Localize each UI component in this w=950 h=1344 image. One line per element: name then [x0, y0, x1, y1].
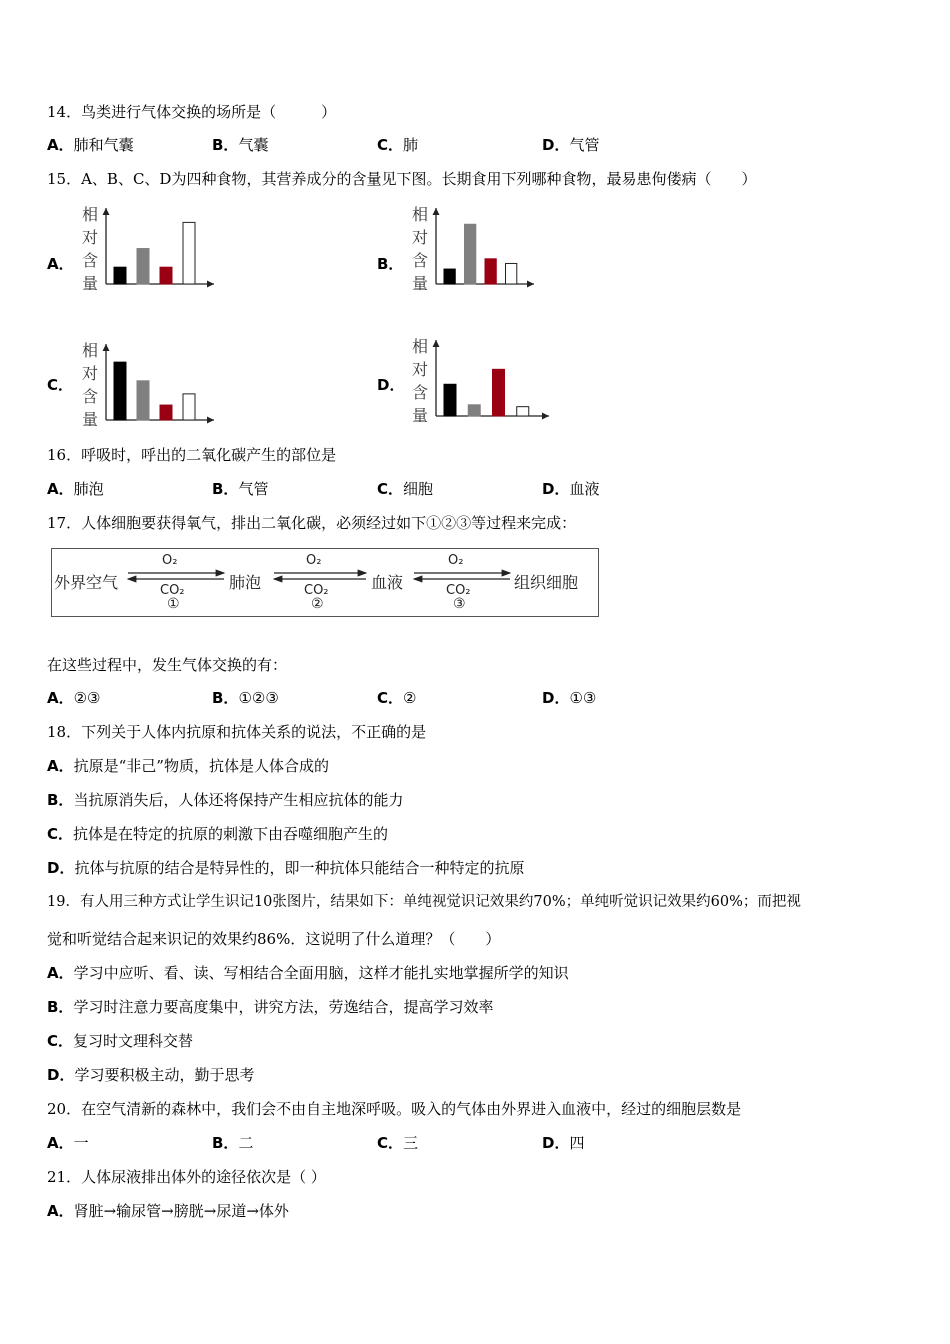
bar	[444, 384, 456, 416]
option-a[interactable]: A．肺泡	[47, 480, 104, 498]
bar	[485, 259, 496, 284]
option-d[interactable]: D．四	[542, 1134, 585, 1152]
question-19-stem-line-2: 觉和听觉结合起来识记的效果约86%．这说明了什么道理？（ ）	[47, 930, 501, 948]
bar	[183, 394, 195, 420]
axis-label-char: 含	[82, 387, 99, 406]
question-15-stem: 15．A、B、C、D为四种食物，其营养成分的含量见下图。长期食用下列哪种食物，最易患佝偻病（ ）	[47, 170, 757, 188]
chart-b	[408, 200, 538, 300]
question-21-stem: 21．人体尿液排出体外的途径依次是（ ）	[47, 1168, 326, 1186]
node-alveoli: 肺泡	[229, 573, 262, 592]
chart-c-label[interactable]: C．	[47, 376, 74, 394]
node-outside-air: 外界空气	[54, 573, 119, 592]
bar	[468, 405, 480, 416]
chart-b-label[interactable]: B．	[377, 255, 404, 273]
bar	[517, 407, 529, 416]
node-tissue-cells: 组织细胞	[514, 573, 579, 592]
bar	[137, 381, 149, 420]
axis-label-char: 相	[412, 337, 429, 356]
chart-d-label[interactable]: D．	[377, 376, 405, 394]
y-axis-arrowhead	[103, 344, 110, 351]
axis-label-char: 量	[82, 410, 99, 429]
axis-label-char: 量	[412, 406, 429, 425]
axis-label-char: 含	[412, 383, 429, 402]
option-d[interactable]: D．抗体与抗原的结合是特异性的，即一种抗体只能结合一种特定的抗原	[47, 859, 525, 877]
option-b[interactable]: B．气囊	[212, 136, 269, 154]
question-19-stem-line-1: 19．有人用三种方式让学生识记10张图片，结果如下：单纯视觉识记效果约70%；单纯听觉识记效果约60%；而把视	[47, 894, 801, 910]
axis-label-char: 相	[82, 341, 99, 360]
o2-label-1: O₂	[162, 553, 178, 568]
bar	[493, 369, 505, 416]
flow-arrows	[52, 549, 600, 618]
axis-label-char: 对	[412, 360, 429, 379]
option-c[interactable]: C．肺	[377, 136, 419, 154]
option-c[interactable]: C．抗体是在特定的抗原的刺激下由吞噬细胞产生的	[47, 825, 389, 843]
bar	[465, 224, 476, 284]
x-axis-arrowhead	[207, 281, 214, 288]
question-18-stem: 18．下列关于人体内抗原和抗体关系的说法，不正确的是	[47, 723, 427, 741]
co2-label-1: CO₂	[160, 583, 185, 598]
x-axis-arrowhead	[527, 281, 534, 288]
axis-label-char: 量	[82, 274, 99, 293]
bar	[114, 362, 126, 420]
option-a[interactable]: A．②③	[47, 689, 101, 707]
bar	[444, 269, 455, 284]
option-c[interactable]: C．复习时文理科交替	[47, 1032, 194, 1050]
bar	[137, 249, 149, 284]
question-16-options	[47, 479, 907, 499]
option-b[interactable]: B．学习时注意力要高度集中，讲究方法，劳逸结合，提高学习效率	[47, 998, 494, 1016]
option-d[interactable]: D．①③	[542, 689, 597, 707]
option-b[interactable]: B．当抗原消失后，人体还将保持产生相应抗体的能力	[47, 791, 404, 809]
option-a[interactable]: A．肺和气囊	[47, 136, 134, 154]
option-a[interactable]: A．肾脏→输尿管→膀胱→尿道→体外	[47, 1202, 289, 1220]
option-d[interactable]: D．气管	[542, 136, 600, 154]
option-a[interactable]: A．一	[47, 1134, 89, 1152]
question-20-stem: 20．在空气清新的森林中，我们会不由自主地深呼吸。吸入的气体由外界进入血液中，经过的细胞层数是	[47, 1100, 742, 1118]
chart-a	[78, 200, 218, 300]
bar	[114, 267, 126, 284]
question-16-stem: 16．呼吸时，呼出的二氧化碳产生的部位是	[47, 446, 337, 464]
axis-label-char: 含	[82, 251, 99, 270]
option-c[interactable]: C．细胞	[377, 480, 434, 498]
axis-label-char: 对	[82, 364, 99, 383]
node-blood: 血液	[371, 573, 404, 592]
question-17-stem: 17．人体细胞要获得氧气，排出二氧化碳，必须经过如下①②③等过程来完成：	[47, 514, 577, 532]
y-axis-arrowhead	[433, 340, 440, 347]
option-d[interactable]: D．学习要积极主动，勤于思考	[47, 1066, 255, 1084]
axis-label-char: 相	[412, 205, 429, 224]
gas-exchange-flow-diagram	[51, 548, 599, 617]
option-c[interactable]: C．②	[377, 689, 417, 707]
bar	[506, 263, 517, 284]
chart-d	[408, 332, 553, 432]
axis-label-char: 对	[412, 228, 429, 247]
x-axis-arrowhead	[542, 413, 549, 420]
option-a[interactable]: A．抗原是“非己”物质，抗体是人体合成的	[47, 757, 329, 775]
question-20-options	[47, 1133, 907, 1153]
option-d[interactable]: D．血液	[542, 480, 600, 498]
option-b[interactable]: B．①②③	[212, 689, 279, 707]
option-b[interactable]: B．气管	[212, 480, 269, 498]
co2-label-2: CO₂	[304, 583, 329, 598]
step-1-label: ①	[167, 596, 180, 612]
bar	[160, 405, 172, 420]
axis-label-char: 对	[82, 228, 99, 247]
y-axis-arrowhead	[103, 208, 110, 215]
question-14-options	[47, 135, 907, 155]
axis-label-char: 量	[412, 274, 429, 293]
step-3-label: ③	[453, 596, 466, 612]
option-a[interactable]: A．学习中应听、看、读、写相结合全面用脑，这样才能扎实地掌握所学的知识	[47, 964, 569, 982]
chart-a-label[interactable]: A．	[47, 255, 74, 273]
step-2-label: ②	[311, 596, 324, 612]
chart-c	[78, 336, 218, 436]
question-17-options	[47, 688, 907, 708]
o2-label-3: O₂	[448, 553, 464, 568]
x-axis-arrowhead	[207, 417, 214, 424]
o2-label-2: O₂	[306, 553, 322, 568]
bar	[160, 267, 172, 284]
option-c[interactable]: C．三	[377, 1134, 419, 1152]
question-17-prompt: 在这些过程中，发生气体交换的有：	[47, 656, 288, 674]
axis-label-char: 含	[412, 251, 429, 270]
bar	[183, 222, 195, 284]
axis-label-char: 相	[82, 205, 99, 224]
y-axis-arrowhead	[433, 208, 440, 215]
co2-label-3: CO₂	[446, 583, 471, 598]
option-b[interactable]: B．二	[212, 1134, 254, 1152]
question-14-stem: 14．鸟类进行气体交换的场所是（ ）	[47, 103, 337, 121]
